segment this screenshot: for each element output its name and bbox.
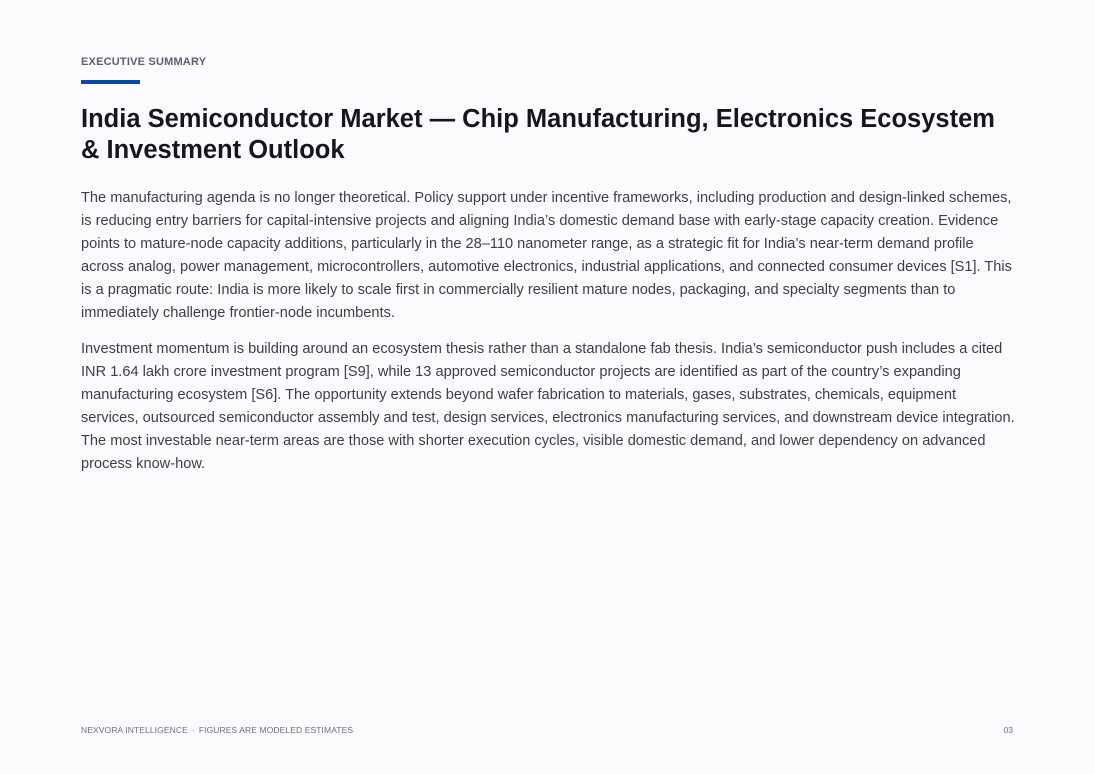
- report-page: [81, 0, 1015, 774]
- paragraph-2: Investment momentum is building around an ecosystem thesis rather than a standalone fab thesis. India’s semiconductor push includes a cited INR 1.64 lakh crore investment program [S9], while 13 approved semiconductor projects are identified as part of the country’s expanding manufacturing ecosystem [S6]. The opportunity extends beyond wafer fabrication to materials, gases, substrates, chemicals, equipment services, outsourced semiconductor assembly and test, design services, electronics manufacturing services, and downstream device integration. The most investable near-term areas are those with shorter execution cycles, visible domestic demand, and lower dependency on advanced process know-how.: [81, 341, 1015, 472]
- footer-brand: NEXVORA INTELLIGENCE: [81, 725, 188, 735]
- accent-bar: [81, 80, 140, 84]
- footer-separator: ·: [191, 725, 195, 735]
- page-title: India Semiconductor Market — Chip Manufacturing, Electronics Ecosystem & Investment Outlook: [81, 105, 995, 164]
- summary-body: [81, 187, 1015, 490]
- footer-credit: [81, 725, 353, 735]
- page-number: 03: [1003, 725, 1013, 735]
- footer-note: FIGURES ARE MODELED ESTIMATES: [198, 725, 354, 735]
- paragraph-1: The manufacturing agenda is no longer theoretical. Policy support under incentive frameworks, including production and design-linked schemes, is reducing entry barriers for capital-intensive projects and aligning India’s domestic demand base with early-stage capacity creation. Evidence points to mature-node capacity additions, particularly in the 28–110 nanometer range, as a strategic fit for India’s near-term demand profile across analog, power management, microcontrollers, automotive electronics, industrial applications, and connected consumer devices [S1]. This is a pragmatic route: India is more likely to scale first in commercially resilient mature nodes, packaging, and specialty segments than to immediately challenge frontier-node incumbents.: [81, 190, 1012, 321]
- section-label: EXECUTIVE SUMMARY: [81, 56, 207, 68]
